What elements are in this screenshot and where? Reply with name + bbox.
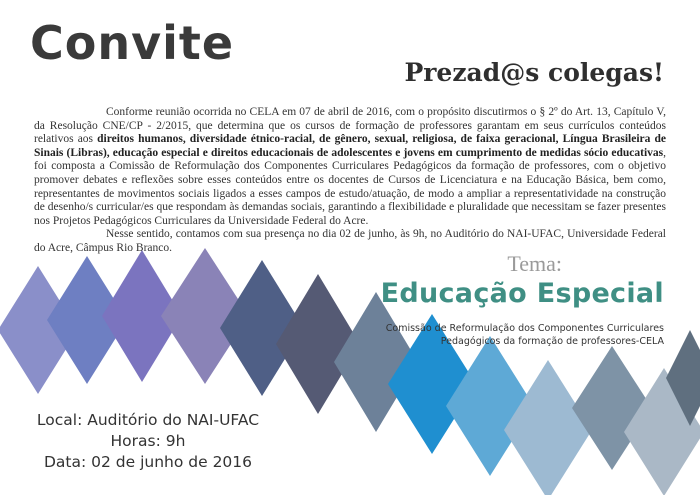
- greeting: Prezad@s colegas!: [404, 58, 664, 87]
- organizer-line: Pedagógicos da formação de professores-CELA: [440, 335, 664, 347]
- body-paragraph-1: [34, 106, 666, 228]
- event-info: [28, 410, 268, 473]
- body-text-bold: direitos humanos, diversidade étnico-racial, de gênero, sexual, religiosa, de faixa geracional, Língua Brasileira de Sinais (Libras), educação especial e direitos educacionais de adolescentes e jovens em cumprimento de medidas sócio educativas: [34, 133, 666, 159]
- invitation-body: [34, 106, 666, 256]
- organizer-committee: [364, 323, 664, 348]
- theme-title: Educação Especial: [380, 278, 664, 309]
- page-title: Convite: [30, 16, 235, 70]
- event-location: Local: Auditório do NAI-UFAC: [36, 411, 260, 429]
- body-paragraph-2: Nesse sentido, contamos com sua presença no dia 02 de junho, às 9h, no Auditório do NAI-UFAC, Universidade Federal do Acre, Câmpus Rio Branco.: [34, 228, 666, 254]
- body-text-part: Conforme reunião ocorrida no CELA em 07 de abril de 2016, com o propósito discutirmos o § 2º do Art. 13, Capítulo V, da Resolução CNE/CP - 2/2015, que determina que os cursos de formação de professores garantam em seus currículos conteúdos relativos aos: [34, 106, 666, 146]
- body-text-part: , foi composta a Comissão de Reformulação dos Componentes Curriculares Pedagógicos da formação de professores, com o objetivo promover debates e reflexões sobre esses conteúdos entre os docentes de Cursos de Licenciatura e na Educação Básica, bem como, representantes de movimentos sociais ligados a esses campos de estudo/atuação, de modo a ampliar a representatividade na construção de desenho/s curricular/es que respondam às demandas sociais, garantindo a flexibilidade e pluralidade que necessitam se fazer presentes nos Projetos Pedagógicos Curriculares da Universidade Federal do Acre.: [34, 146, 666, 227]
- event-date: Data: 02 de junho de 2016: [43, 453, 253, 471]
- theme-label: Tema:: [507, 251, 562, 276]
- organizer-line: Comissão de Reformulação dos Componentes Curriculares: [385, 323, 664, 334]
- event-time: Horas: 9h: [110, 432, 186, 450]
